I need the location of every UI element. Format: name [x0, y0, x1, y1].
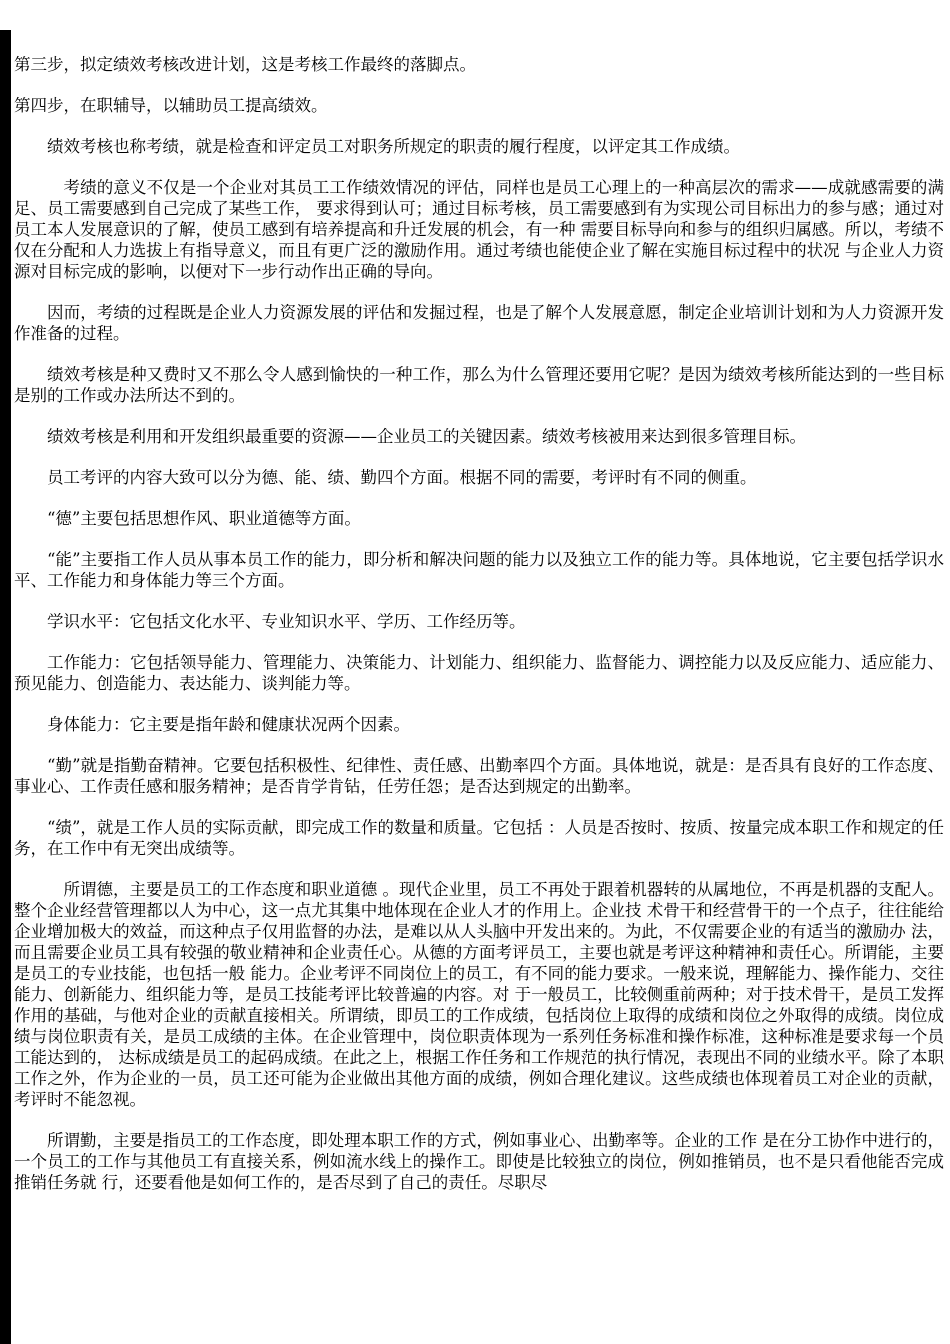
paragraph-key-factor: 绩效考核是利用和开发组织最重要的资源——企业员工的关键因素。绩效考核被用来达到很多管理目标。 — [47, 427, 806, 446]
document-body — [14, 54, 944, 1213]
paragraph-qin: “勤”就是指勤奋精神。它要包括积极性、纪律性、责任感、出勤率四个方面。具体地说，就是：是否具有良好的工作态度、事业心、工作责任感和服务精神；是否肯学肯钻，任劳任怨；是否达到规定的出勤率。 — [14, 756, 944, 796]
paragraph-physical: 身体能力：它主要是指年龄和健康状况两个因素。 — [47, 715, 410, 734]
paragraph-so-called-de: 所谓德，主要是员工的工作态度和职业道德 。现代企业里，员工不再处于跟着机器转的从属地位，不再是机器的支配人。整个企业经营管理都以人为中心，这一点尤其集中地体现在企业人才的作用上。企业技 术骨干和经营骨干的一个点子，往往能给企业增加极大的效益，而这种点子仅用监督的办法，是难以从人头脑中开发出来的。为此，不仅需要企业的有适当的激励办 法，而且需要企业员工具有较强的敬业精神和企业责任心。从德的方面考评员工，主要也就是考评这种精神和责任心。所谓能，主要是员工的专业技能，也包括一般 能力。企业考评不同岗位上的员工，有不同的能力要求。一般来说，理解能力、操作能力、交往能力、创新能力、组织能力等，是员工技能考评比较普遍的内容。对 于一般员工，比较侧重前两种；对于技术骨干，是员工发挥作用的基础，与他对企业的贡献直接相关。所谓绩，即员工的工作成绩，包括岗位上取得的成绩和岗位之外取得的成绩。岗位成绩与岗位职责有关，是员工成绩的主体。在企业管理中，岗位职责体现为一系列任务标准和操作标准，这种标准是要求每一个员工能达到的， 达标成绩是员工的起码成绩。在此之上，根据工作任务和工作规范的执行情况，表现出不同的业绩水平。除了本职工作之外，作为企业的一员，员工还可能为企业做出其他方面的成绩，例如合理化建议。这些成绩也体现着员工对企业的贡献，考评时不能忽视。 — [14, 880, 944, 1109]
paragraph-work-ability: 工作能力：它包括领导能力、管理能力、决策能力、计划能力、组织能力、监督能力、调控能力以及反应能力、适应能力、预见能力、创造能力、表达能力、谈判能力等。 — [14, 653, 944, 693]
paragraph-ji: “绩”，就是工作人员的实际贡献，即完成工作的数量和质量。它包括 ：人员是否按时、按质、按量完成本职工作和规定的任务，在工作中有无突出成绩等。 — [14, 818, 944, 858]
paragraph-why: 绩效考核是种又费时又不那么令人感到愉快的一种工作，那么为什么管理还要用它呢？是因为绩效考核所能达到的一些目标是别的工作或办法所达不到的。 — [14, 365, 944, 405]
paragraph-significance: 考绩的意义不仅是一个企业对其员工工作绩效情况的评估，同样也是员工心理上的一种高层次的需求——成就感需要的满足、员工需要感到自己完成了某些工作， 要求得到认可；通过目标考核，员工需要感到有为实现公司目标出力的参与感；通过对员工本人发展意识的了解，使员工感到有培养提高和升迁发展的机会，有一种 需要目标导向和参与的组织归属感。所以，考绩不仅在分配和人力选拔上有指导意义，而且有更广泛的激励作用。通过考绩也能使企业了解在实施目标过程中的状况 与企业人力资源对目标完成的影响，以便对下一步行动作出正确的导向。 — [14, 178, 944, 281]
paragraph-so-called-qin: 所谓勤，主要是指员工的工作态度，即处理本职工作的方式，例如事业心、出勤率等。企业的工作 是在分工协作中进行的，一个员工的工作与其他员工有直接关系，例如流水线上的操作工。即使是比较独立的岗位，例如推销员，也不是只看他能否完成推销任务就 行，还要看他是如何工作的，是否尽到了自己的责任。尽职尽 — [14, 1131, 944, 1192]
paragraph-process: 因而，考绩的过程既是企业人力资源发展的评估和发掘过程，也是了解个人发展意愿，制定企业培训计划和为人力资源开发作准备的过程。 — [14, 303, 944, 343]
paragraph-step-three: 第三步，拟定绩效考核改进计划，这是考核工作最终的落脚点。 — [14, 55, 476, 74]
left-margin-bar — [0, 30, 11, 1344]
paragraph-step-four: 第四步，在职辅导，以辅助员工提高绩效。 — [14, 96, 328, 115]
paragraph-de: “德”主要包括思想作风、职业道德等方面。 — [47, 509, 361, 528]
paragraph-contents: 员工考评的内容大致可以分为德、能、绩、勤四个方面。根据不同的需要，考评时有不同的侧重。 — [47, 468, 757, 487]
paragraph-definition: 绩效考核也称考绩，就是检查和评定员工对职务所规定的职责的履行程度，以评定其工作成绩。 — [47, 137, 740, 156]
paragraph-neng: “能”主要指工作人员从事本员工作的能力，即分析和解决问题的能力以及独立工作的能力等。具体地说，它主要包括学识水平、工作能力和身体能力等三个方面。 — [14, 550, 944, 590]
paragraph-knowledge: 学识水平：它包括文化水平、专业知识水平、学历、工作经历等。 — [47, 612, 526, 631]
